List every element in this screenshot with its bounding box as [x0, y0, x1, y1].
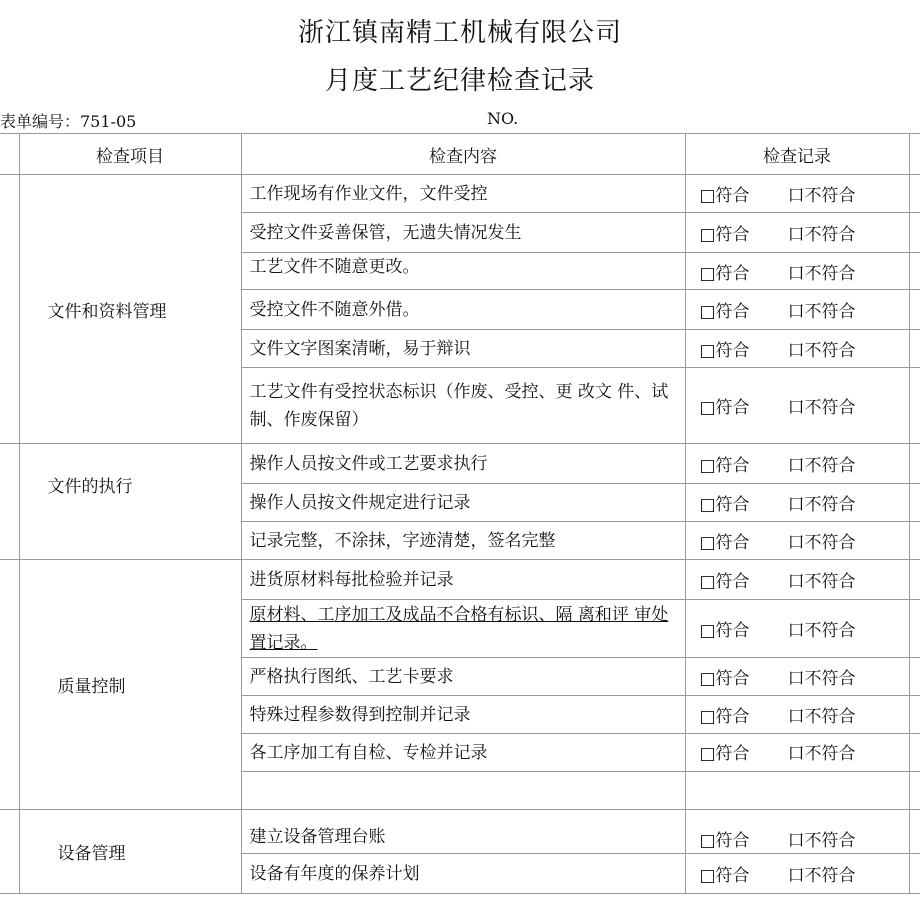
conform-option[interactable]: □符合	[699, 398, 750, 418]
section-name: 文件的执行	[19, 444, 241, 560]
conform-option[interactable]: □符合	[699, 572, 750, 592]
check-record[interactable]	[685, 734, 909, 772]
table-header-row	[0, 134, 920, 175]
section-name: 设备管理	[19, 810, 241, 894]
check-content: 特殊过程参数得到控制并记录	[241, 696, 685, 734]
check-content: 各工序加工有自检、专检并记录	[241, 734, 685, 772]
section-name: 文件和资料管理	[19, 175, 241, 444]
check-content: 工艺文件不随意更改。	[241, 253, 685, 290]
check-content: 操作人员按文件或工艺要求执行	[241, 444, 685, 484]
check-content: 设备有年度的保养计划	[241, 854, 685, 894]
empty-record-cell	[685, 772, 909, 810]
nonconform-option[interactable]: 口不符合	[787, 495, 856, 515]
conform-option[interactable]: □符合	[699, 831, 750, 851]
conform-option[interactable]: □符合	[699, 744, 750, 764]
conform-option[interactable]: □符合	[699, 707, 750, 727]
check-record[interactable]	[685, 600, 909, 658]
form-title: 月度工艺纪律检查记录	[324, 66, 595, 96]
conform-option[interactable]: □符合	[699, 495, 750, 515]
form-number: 表单编号：751-05	[0, 112, 137, 131]
check-content: 进货原材料每批检验并记录	[241, 560, 685, 600]
check-content: 受控文件不随意外借。	[241, 290, 685, 330]
check-record[interactable]	[685, 330, 909, 368]
company-name: 浙江镇南精工机械有限公司	[297, 18, 622, 48]
check-record[interactable]	[685, 522, 909, 560]
check-record[interactable]	[685, 810, 909, 854]
table-row	[0, 560, 920, 600]
nonconform-option[interactable]: 口不符合	[787, 398, 856, 418]
table-row	[0, 444, 920, 484]
nonconform-option[interactable]: 口不符合	[787, 186, 856, 206]
nonconform-option[interactable]: 口不符合	[787, 533, 856, 553]
conform-option[interactable]: □符合	[699, 533, 750, 553]
column-header-record: 检查记录	[685, 134, 909, 175]
check-content: 操作人员按文件规定进行记录	[241, 484, 685, 522]
check-content: 原材料、工序加工及成品不合格有标识、隔 离和评 审处置记录。	[241, 600, 685, 658]
nonconform-option[interactable]: 口不符合	[787, 456, 856, 476]
no-label: NO.	[487, 109, 519, 128]
check-record[interactable]	[685, 696, 909, 734]
check-record[interactable]	[685, 368, 909, 444]
conform-option[interactable]: □符合	[699, 866, 750, 886]
check-content: 记录完整，不涂抹，字迹清楚，签名完整	[241, 522, 685, 560]
nonconform-option[interactable]: 口不符合	[787, 263, 856, 284]
conform-option[interactable]: □符合	[699, 225, 750, 245]
nonconform-option[interactable]: 口不符合	[787, 302, 856, 322]
conform-option[interactable]: □符合	[699, 456, 750, 476]
check-content: 严格执行图纸、工艺卡要求	[241, 658, 685, 696]
empty-content-cell	[241, 772, 685, 810]
conform-option[interactable]: □符合	[699, 302, 750, 322]
nonconform-option[interactable]: 口不符合	[787, 744, 856, 764]
nonconform-option[interactable]: 口不符合	[787, 572, 856, 592]
nonconform-option[interactable]: 口不符合	[787, 621, 856, 641]
check-content: 建立设备管理台账	[241, 810, 685, 854]
check-content: 受控文件妥善保管，无遗失情况发生	[241, 213, 685, 253]
check-record[interactable]	[685, 175, 909, 213]
conform-option[interactable]: □符合	[699, 341, 750, 361]
check-record[interactable]	[685, 444, 909, 484]
section-name: 质量控制	[19, 560, 241, 810]
nonconform-option[interactable]: 口不符合	[787, 707, 856, 727]
inspection-table	[0, 133, 920, 894]
check-record[interactable]	[685, 253, 909, 290]
nonconform-option[interactable]: 口不符合	[787, 866, 856, 886]
nonconform-option[interactable]: 口不符合	[787, 225, 856, 245]
check-record[interactable]	[685, 560, 909, 600]
conform-option[interactable]: □符合	[699, 186, 750, 206]
conform-option[interactable]: □符合	[699, 669, 750, 689]
nonconform-option[interactable]: 口不符合	[787, 341, 856, 361]
column-header-content: 检查内容	[241, 134, 685, 175]
check-content: 工艺文件有受控状态标识（作废、受控、更 改文 件、试制、作废保留）	[241, 368, 685, 444]
nonconform-option[interactable]: 口不符合	[787, 831, 856, 851]
conform-option[interactable]: □符合	[699, 621, 750, 641]
column-header-item: 检查项目	[19, 134, 241, 175]
table-row	[0, 810, 920, 854]
check-record[interactable]	[685, 484, 909, 522]
check-record[interactable]	[685, 658, 909, 696]
check-record[interactable]	[685, 213, 909, 253]
conform-option[interactable]: □符合	[699, 263, 750, 284]
nonconform-option[interactable]: 口不符合	[787, 669, 856, 689]
check-content: 工作现场有作业文件，文件受控	[241, 175, 685, 213]
check-record[interactable]	[685, 290, 909, 330]
check-content: 文件文字图案清晰，易于辩识	[241, 330, 685, 368]
check-record[interactable]	[685, 854, 909, 894]
table-row	[0, 175, 920, 213]
